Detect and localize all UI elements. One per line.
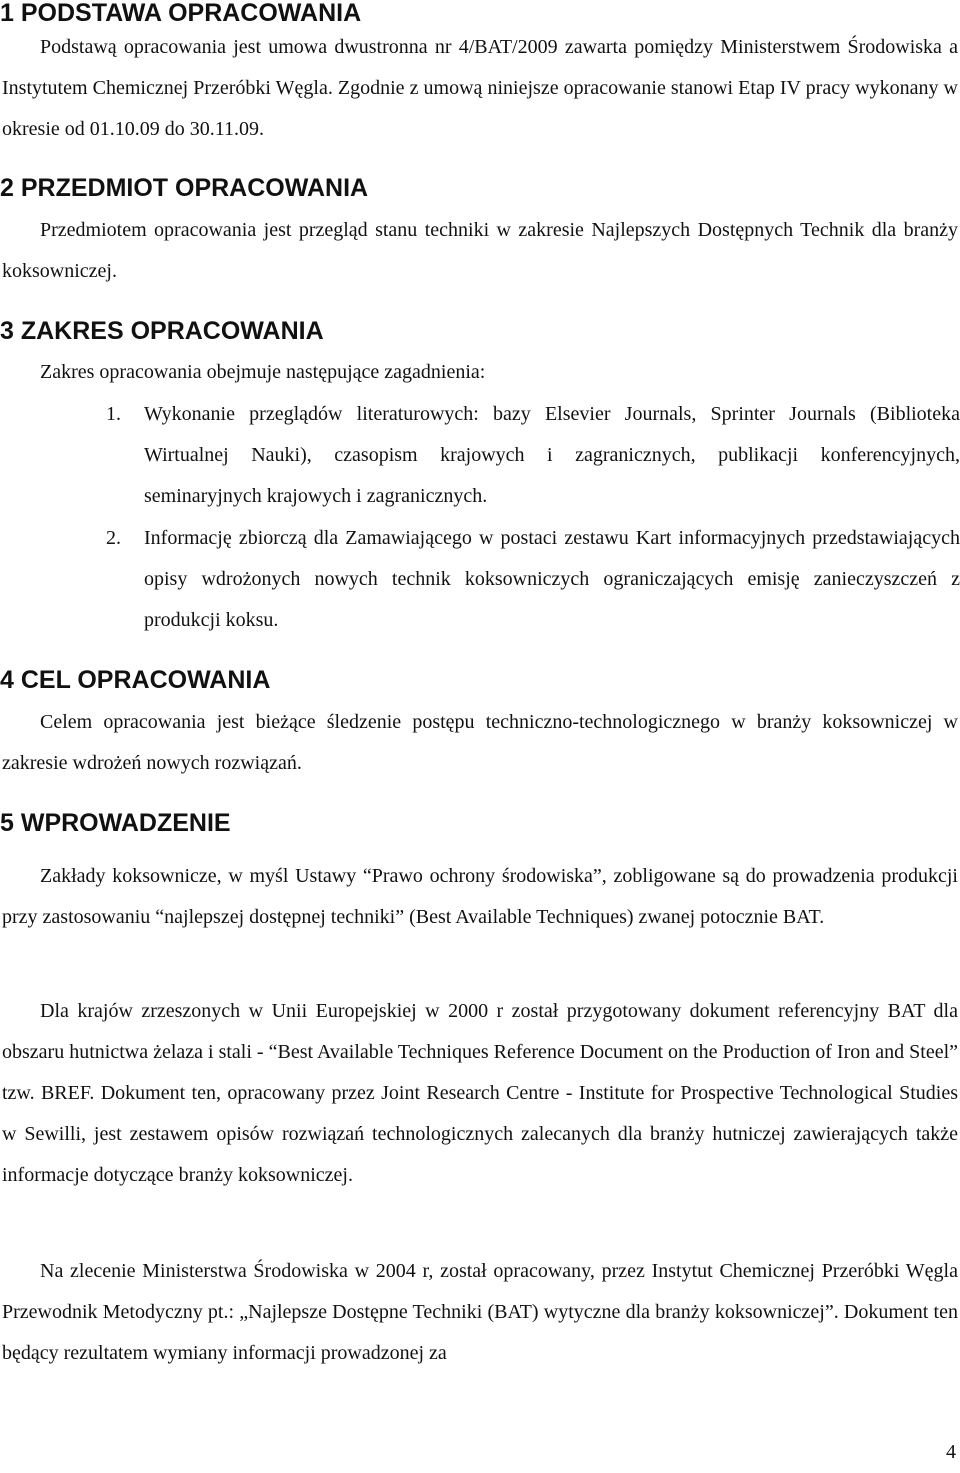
section-5-paragraph-3: Na zlecenie Ministerstwa Środowiska w 2004 r, został opracowany, przez Instytut Chemicznej Przeróbki Węgla Przewodnik Metodyczny pt.: „Najlepsze Dostępne Techniki (BAT) wytyczne dla branży koksowniczej”. Dokument ten będący rezultatem wymiany informacji prowadzonej za xyxy=(2,1260,958,1364)
section-4-paragraph: Celem opracowania jest bieżące śledzenie postępu techniczno-technologicznego w branży koksowniczej w zakresie wdrożeń nowych rozwiązań. xyxy=(2,711,958,774)
section-5-paragraph-2: Dla krajów zrzeszonych w Unii Europejskiej w 2000 r został przygotowany dokument referencyjny BAT dla obszaru hutnictwa żelaza i stali - “Best Available Techniques Reference Document on the Production of Iron and Steel” tzw. BREF. Dokument ten, opracowany przez Joint Research Centre - Institute for Prospective Technological Studies w Sewilli, jest zestawem opisów rozwiązań technologicznych zalecanych dla branży hutniczej zawierających także informacje dotyczące branży koksowniczej. xyxy=(2,1000,958,1186)
page-number: 4 xyxy=(946,1441,956,1463)
list-item xyxy=(106,518,960,641)
section-1-heading: 1 PODSTAWA OPRACOWANIA xyxy=(0,0,362,27)
list-item-text: Informację zbiorczą dla Zamawiającego w postaci zestawu Kart informacyjnych przedstawiających opisy wdrożonych nowych technik koksowniczych ograniczających emisję zanieczyszczeń z produkcji koksu. xyxy=(144,527,960,631)
section-2-heading: 2 PRZEDMIOT OPRACOWANIA xyxy=(0,174,369,202)
list-item-number: 2. xyxy=(106,527,121,549)
section-3-heading: 3 ZAKRES OPRACOWANIA xyxy=(0,317,324,345)
section-4-heading: 4 CEL OPRACOWANIA xyxy=(0,666,271,694)
section-1-paragraph: Podstawą opracowania jest umowa dwustronna nr 4/BAT/2009 zawarta pomiędzy Ministerstwem Środowiska a Instytutem Chemicznej Przeróbki Węgla. Zgodnie z umową niniejsze opracowanie stanowi Etap IV pracy wykonany w okresie od 01.10.09 do 30.11.09. xyxy=(2,36,958,140)
list-item-number: 1. xyxy=(106,403,121,425)
section-2-paragraph: Przedmiotem opracowania jest przegląd stanu techniki w zakresie Najlepszych Dostępnych Technik dla branży koksowniczej. xyxy=(2,219,958,282)
section-5-paragraph-1: Zakłady koksownicze, w myśl Ustawy “Prawo ochrony środowiska”, zobligowane są do prowadzenia produkcji przy zastosowaniu “najlepszej dostępnej techniki” (Best Available Techniques) zwanej potocznie BAT. xyxy=(2,865,958,928)
list-item xyxy=(106,394,960,517)
section-5-heading: 5 WPROWADZENIE xyxy=(0,809,231,837)
list-item-text: Wykonanie przeglądów literaturowych: bazy Elsevier Journals, Sprinter Journals (Biblioteka Wirtualnej Nauki), czasopism krajowych i zagranicznych, publikacji konferencyjnych, seminaryjnych krajowych i zagranicznych. xyxy=(144,403,960,507)
section-3-paragraph: Zakres opracowania obejmuje następujące zagadnienia: xyxy=(40,361,486,383)
